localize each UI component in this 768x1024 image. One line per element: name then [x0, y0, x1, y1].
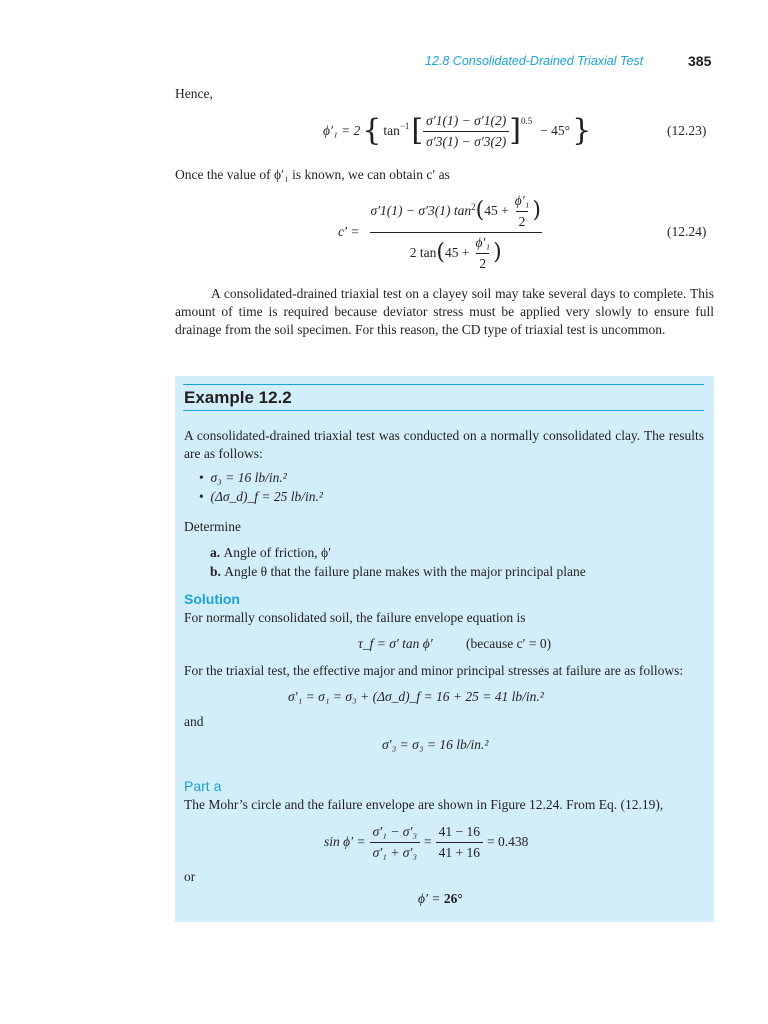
eq-sigma1: σ′₁ = σ₁ = σ₃ + (Δσ_d)_f = 16 + 25 = 41 lb/in.² [288, 689, 544, 704]
eq-sin-num1: σ′₁ − σ′₃ [372, 823, 418, 839]
eq-sin-phi: sin ϕ′ = $\frac{\text{σ′₁ − σ′₃}}{\text{σ′₁ + σ′₃}}$ = $\frac{41 - 16}{41 + 16}$ = 0.438 [324, 823, 529, 860]
example-intro: A consolidated-drained triaxial test was conducted on a normally consolidated clay. The results are as follows: [184, 428, 704, 461]
bullet-sigma3-text: σ₃ = 16 lb/in.² [210, 470, 287, 485]
solution-line-2: For the triaxial test, the effective major and minor principal stresses at failure are as follows: [184, 663, 684, 678]
example-top-rule [183, 384, 704, 385]
equation-12-23: ϕ′₁ = 2 { tan $^{-1}$ [ $\frac{\sigma'1(1) - \sigma'1(2)}{\sigma'3(1) - \sigma'3(2)}$ ] $^{0.5}$ − 45° } [323, 112, 592, 149]
item-a [210, 544, 331, 562]
eq-phi-lhs: ϕ′₁ = 2 [323, 123, 361, 138]
eq-denominator: σ′3(1) − σ′3(2) [423, 131, 509, 151]
page-number: 385 [688, 53, 712, 69]
bullet-deviator-text: (Δσ_d)_f = 25 lb/in.² [210, 489, 323, 504]
item-a-label: a. [210, 545, 221, 560]
eq-phi-value: 26° [443, 891, 463, 906]
eq-c-den-phi: ϕ′₁ [475, 234, 491, 250]
eq-phi-lhs: ϕ′ = [418, 891, 441, 906]
part-a-line: The Mohr’s circle and the failure envelope are shown in Figure 12.24. From Eq. (12.19), [184, 797, 664, 812]
or-text: or [184, 869, 196, 884]
eq-c-den-a: 2 tan [409, 245, 437, 260]
eq-sin-result: = 0.438 [487, 834, 529, 849]
eq-failure-envelope-note: (because c′ = 0) [466, 636, 552, 651]
eq-sin-lhs: sin ϕ′ = [324, 834, 366, 849]
hence-text: Hence, [175, 86, 213, 101]
eq-c-den-angle: 45 + [444, 245, 470, 260]
eq-phi-result [418, 890, 463, 908]
eq-c-den-two: 2 [476, 253, 489, 273]
eq-c-fraction: σ′1(1) − σ′3(1) tan $^2$ ( 45 + $\frac{\text{ϕ′₁}}{2}$ ) 2 tan ( 45 + $\frac{\text{ϕ′₁}}{2}$ ) [370, 192, 541, 271]
eq-fraction [423, 112, 509, 151]
eq-inverse: −1 [399, 121, 410, 131]
eq-sin-frac2 [436, 823, 483, 862]
item-b [210, 563, 586, 581]
item-b-text: Angle θ that the failure plane makes with the major principal plane [224, 564, 586, 579]
item-b-label: b. [210, 564, 221, 579]
bullet-sigma3: • σ₃ = 16 lb/in.² [199, 470, 287, 485]
eq-sin-frac1 [370, 823, 420, 862]
and-text: and [184, 714, 204, 729]
example-title: Example 12.2 [184, 388, 292, 407]
eq-sin-den2: 41 + 16 [436, 842, 483, 862]
eq-sin-den1: σ′₁ + σ′₃ [370, 842, 420, 862]
eq-tan: tan [383, 123, 400, 138]
equation-number-12-23: (12.23) [667, 123, 707, 138]
eq-exponent: 0.5 [520, 116, 533, 126]
eq-numerator: σ′1(1) − σ′1(2) [426, 112, 507, 128]
eq-c-phi: ϕ′₁ [514, 192, 530, 208]
part-a-heading: Part a [184, 778, 222, 794]
item-a-text: Angle of friction, ϕ′ [223, 545, 332, 560]
example-title-rule [183, 410, 704, 411]
eq-c-square: 2 [471, 202, 476, 212]
bullet-deviator: • (Δσ_d)_f = 25 lb/in.² [199, 489, 323, 504]
running-header-title: 12.8 Consolidated-Drained Triaxial Test [425, 54, 644, 68]
solution-heading: Solution [184, 591, 240, 607]
eq-c-lhs: c′ = [338, 224, 360, 239]
paragraph-cd-test: A consolidated-drained triaxial test on a clayey soil may take several days to complete. This amount of time is required because deviator stress must be applied very slowly to ensure full drainage from the soil specimen. For this reason, the CD type of triaxial test is uncommon. [175, 286, 714, 337]
eq-tail: − 45° [540, 123, 571, 138]
eq-c-angle: 45 + [484, 203, 509, 218]
eq-failure-envelope: τ_f = σ′ tan ϕ′ [358, 636, 433, 651]
eq-sigma3: σ′₃ = σ₃ = 16 lb/in.² [382, 737, 489, 752]
eq-c-num-a: σ′1(1) − σ′3(1) tan [370, 203, 472, 218]
solution-line-1: For normally consolidated soil, the failure envelope equation is [184, 610, 526, 625]
equation-12-24 [338, 190, 544, 274]
determine-text: Determine [184, 519, 241, 534]
eq-sin-num2: 41 − 16 [438, 823, 481, 839]
eq-c-two: 2 [516, 211, 529, 231]
paragraph-phi-known: Once the value of ϕ′₁ is known, we can obtain c′ as [175, 167, 450, 182]
equation-number-12-24: (12.24) [667, 224, 707, 239]
